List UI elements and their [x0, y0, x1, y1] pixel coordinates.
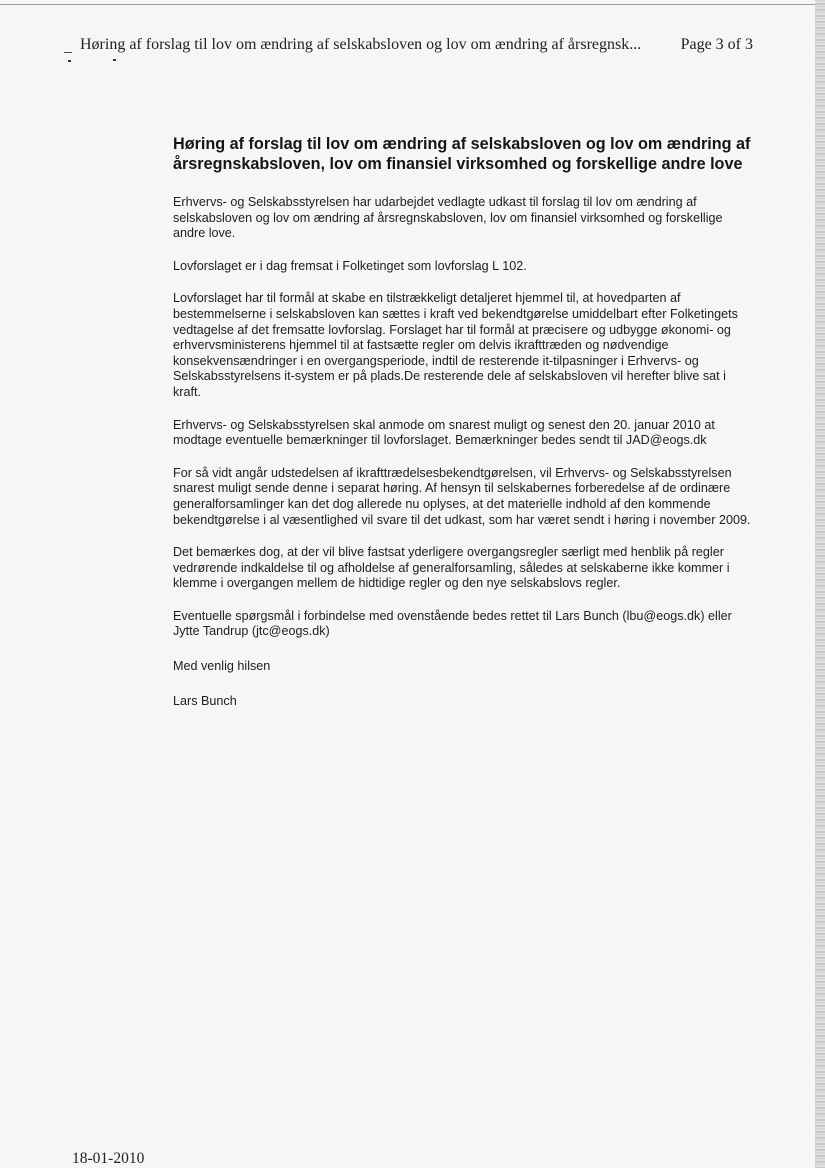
- scan-edge: [815, 0, 825, 1168]
- footer-date: 18-01-2010: [72, 1150, 145, 1167]
- closing-greeting: Med venlig hilsen: [173, 659, 271, 674]
- signature-name: Lars Bunch: [173, 693, 237, 708]
- paragraph-1: Erhvervs- og Selskabsstyrelsen har udarbejdet vedlagte udkast til forslag til lov om ændring af selskabsloven og lov om ændring af årsregnskabsloven, lov om finansiel virksomhed og forskellige andre love.: [173, 195, 723, 241]
- scan-speck: [68, 60, 71, 62]
- paragraph-7: Eventuelle spørgsmål i forbindelse med ovenstående bedes rettet til Lars Bunch (lbu@eogs.dk) eller Jytte Tandrup (jtc@eogs.dk): [173, 608, 732, 639]
- header-title: Høring af forslag til lov om ændring af selskabsloven og lov om ændring af årsregnsk...: [80, 36, 642, 53]
- paragraph-6: Det bemærkes dog, at der vil blive fastsat yderligere overgangsregler særligt med henblik på regler vedrørende indkaldelse til og afholdelse af generalforsamling, således at selskaberne ikke kommer i klemme i overgangen mellem de hidtidige regler og den nye selskabslovs regler.: [173, 545, 730, 591]
- paragraph-2: Lovforslaget er i dag fremsat i Folketinget som lovforslag L 102.: [173, 258, 527, 273]
- paragraph-5: For så vidt angår udstedelsen af ikrafttrædelsesbekendtgørelsen, vil Erhvervs- og Selskabsstyrelsen snarest muligt sende denne i separat høring. Af hensyn til selskabernes forberedelse af de ordinære generalforsamlinger kan det dog allerede nu oplyses, at det materielle indhold af den kommende bekendtgørelse i al væsentlighed vil svare til det udkast, som har været sendt i høring i november 2009.: [173, 465, 751, 527]
- letter-body: [173, 134, 755, 726]
- scan-speck: [113, 59, 116, 61]
- header-page-number: Page 3 of 3: [680, 36, 753, 53]
- print-header: [80, 36, 753, 54]
- paragraph-4: Erhvervs- og Selskabsstyrelsen skal anmode om snarest muligt og senest den 20. januar 2010 at modtage eventuelle bemærkninger til lovforslaget. Bemærkninger bedes sendt til JAD@eogs.dk: [173, 417, 715, 448]
- document-heading: Høring af forslag til lov om ændring af selskabsloven og lov om ændring af årsregnskabsloven, lov om finansiel virksomhed og forskellige andre love: [173, 135, 751, 173]
- paragraph-3: Lovforslaget har til formål at skabe en tilstrækkeligt detaljeret hjemmel til, at hovedparten af bestemmelserne i selskabsloven kan sættes i kraft ved bekendtgørelse umiddelbart efter Folketingets vedtagelse af det fremsatte lovforslag. Forslaget har til formål at præcisere og udbygge økonomi- og erhvervsministerens hjemmel til at fastsætte regler om delvis ikrafttræden og nødvendige konsekvensændringer i en overgangsperiode, indtil de resterende it-tilpasninger i Erhvervs- og Selskabsstyrelsens it-system er på plads.De resterende dele af selskabsloven vil herefter blive sat i kraft.: [173, 291, 738, 399]
- top-border-line: [0, 4, 815, 5]
- header-mark: _: [64, 38, 72, 55]
